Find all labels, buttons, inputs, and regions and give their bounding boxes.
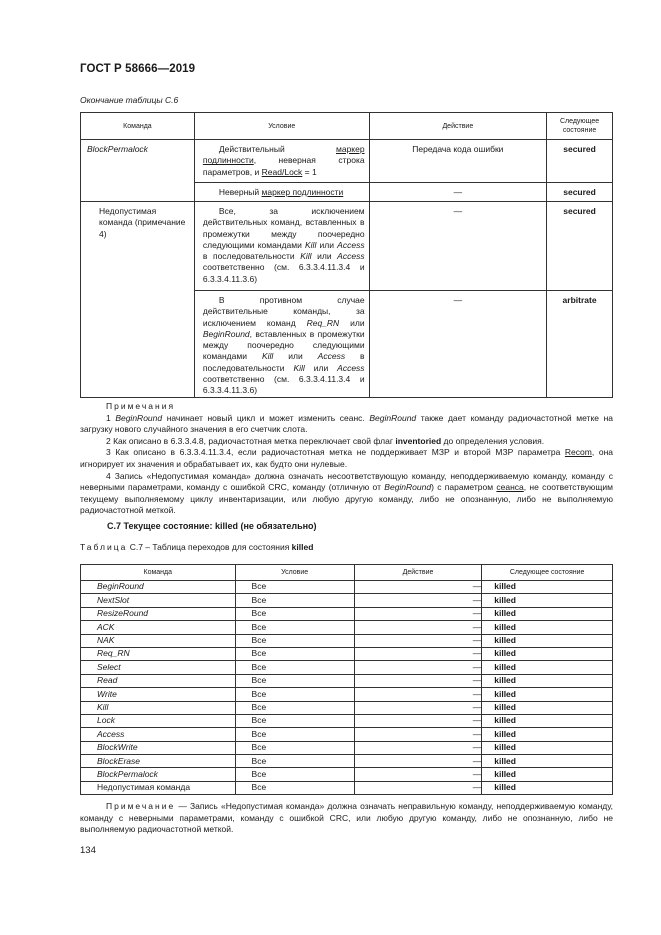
action-cell: — bbox=[354, 701, 482, 714]
next-state-cell: killed bbox=[482, 728, 613, 741]
action-cell: — bbox=[354, 688, 482, 701]
note-2: 2 Как описано в 6.3.3.4.8, радиочастотная метка переключает свой флаг inventoried до определения условия. bbox=[106, 435, 545, 446]
table-row bbox=[81, 688, 613, 701]
next-state-cell: secured bbox=[547, 183, 613, 202]
bottom-note bbox=[80, 801, 613, 836]
table-row bbox=[81, 621, 613, 634]
action-cell: Передача кода ошибки bbox=[369, 140, 547, 183]
next-state-cell: killed bbox=[482, 594, 613, 607]
column-header: Команда bbox=[81, 565, 236, 581]
command-cell: NAK bbox=[81, 634, 236, 647]
table-row bbox=[81, 674, 613, 687]
action-cell: — bbox=[354, 621, 482, 634]
action-cell: — bbox=[369, 202, 547, 291]
next-state-cell: killed bbox=[482, 688, 613, 701]
table-c7 bbox=[80, 564, 613, 795]
next-state-cell: killed bbox=[482, 674, 613, 687]
condition-cell: Все bbox=[235, 781, 354, 794]
table-row bbox=[81, 581, 613, 594]
next-state-cell: killed bbox=[482, 634, 613, 647]
condition-cell: Все bbox=[235, 714, 354, 727]
notes-title: Примечания bbox=[106, 401, 176, 411]
condition-cell: Все bbox=[235, 728, 354, 741]
table-row bbox=[81, 714, 613, 727]
column-header: Условие bbox=[235, 565, 354, 581]
command-cell: BlockPermalock bbox=[81, 768, 236, 781]
next-state-cell: killed bbox=[482, 607, 613, 620]
condition-cell: Все bbox=[235, 647, 354, 660]
action-cell: — bbox=[354, 647, 482, 660]
column-header: Команда bbox=[81, 113, 195, 140]
note-3: 3 Как описано в 6.3.3.4.11.3.4, если радиочастотная метка не поддерживает МЗР и второй МЗР параметра Recom, она игнорирует их значения и обрабатывает их, как будто они нулевые. bbox=[80, 447, 613, 469]
next-state-cell: arbitrate bbox=[547, 291, 613, 398]
action-cell: — bbox=[354, 634, 482, 647]
command-cell: BlockWrite bbox=[81, 741, 236, 754]
command-cell: Недопустимая команда (примечание 4) bbox=[81, 202, 195, 398]
column-header: Следующее состояние bbox=[547, 113, 613, 140]
table-c7-header-row bbox=[81, 565, 613, 581]
column-header: Действие bbox=[369, 113, 547, 140]
command-cell: BeginRound bbox=[81, 581, 236, 594]
command-cell: Req_RN bbox=[81, 647, 236, 660]
table-row bbox=[81, 140, 613, 183]
condition-cell: Все bbox=[235, 621, 354, 634]
next-state-cell: secured bbox=[547, 202, 613, 291]
table-c7-caption: Таблица С.7 – Таблица переходов для состояния killed bbox=[80, 542, 314, 552]
table-row bbox=[81, 755, 613, 768]
condition-cell: Все bbox=[235, 741, 354, 754]
column-header: Условие bbox=[194, 113, 369, 140]
command-cell: Lock bbox=[81, 714, 236, 727]
table-c6-caption: Окончание таблицы С.6 bbox=[80, 95, 179, 105]
command-cell: BlockPermalock bbox=[81, 140, 195, 202]
column-header: Следующее состояние bbox=[482, 565, 613, 581]
note-text: — Запись «Недопустимая команда» должна означать неправильную команду, неподдерживаемую команду, команду с неверными параметрами, команду с ошибкой CRC, или любую другую команду, либо не опознанную, либо не выполняемую радиочастотной меткой. bbox=[80, 801, 613, 835]
command-cell: Read bbox=[81, 674, 236, 687]
action-cell: — bbox=[369, 291, 547, 398]
table-row bbox=[81, 647, 613, 660]
page-number: 134 bbox=[80, 845, 96, 856]
next-state-cell: secured bbox=[547, 140, 613, 183]
condition-cell: Все bbox=[235, 661, 354, 674]
action-cell: — bbox=[354, 728, 482, 741]
action-cell: — bbox=[354, 741, 482, 754]
condition-cell: Все bbox=[235, 581, 354, 594]
condition-cell: Все bbox=[235, 701, 354, 714]
column-header: Действие bbox=[354, 565, 482, 581]
action-cell: — bbox=[369, 183, 547, 202]
action-cell: — bbox=[354, 594, 482, 607]
table-row bbox=[81, 661, 613, 674]
action-cell: — bbox=[354, 768, 482, 781]
note-4: 4 Запись «Недопустимая команда» должна означать несоответствующую команду, неподдерживаемую команду, команду с неверными параметрами, команду с ошибкой CRC, команду (отличную от BeginRound) с параметром сеанса, не соответствующим текущему выполняемому циклу инвентаризации, или любую другую команду, либо не опознанную, либо не выполняемую радиочастотной меткой. bbox=[80, 470, 613, 516]
next-state-cell: killed bbox=[482, 768, 613, 781]
table-row bbox=[81, 634, 613, 647]
table-row bbox=[81, 781, 613, 794]
action-cell: — bbox=[354, 781, 482, 794]
command-cell: NextSlot bbox=[81, 594, 236, 607]
next-state-cell: killed bbox=[482, 621, 613, 634]
table-row bbox=[81, 768, 613, 781]
note-1: 1 BeginRound начинает новый цикл и может изменить сеанс. BeginRound также дает команду радиочастотной метке на загрузку нового случайного значения в его счетчик слота. bbox=[80, 412, 613, 435]
action-cell: — bbox=[354, 714, 482, 727]
command-cell: BlockErase bbox=[81, 755, 236, 768]
next-state-cell: killed bbox=[482, 714, 613, 727]
condition-cell: Действительный маркер подлинности, неверная строка параметров, и Read/Lock = 1 bbox=[194, 140, 369, 183]
condition-cell: Все, за исключением действительных команд, вставленных в промежутки между поочередно следующими командами Kill или Access в последовательности Kill или Access соответственно (см. 6.3.3.4.11.3.4 и 6.3.3.4.11.3.6) bbox=[194, 202, 369, 291]
standard-header: ГОСТ Р 58666—2019 bbox=[80, 63, 196, 75]
action-cell: — bbox=[354, 581, 482, 594]
condition-cell: В противном случае действительные команды, за исключением команд Req_RN или BeginRound, вставленных в промежутки между поочередно следующими командами Kill или Access в последовательности Kill или Access соответственно (см. 6.3.3.4.11.3.4 и 6.3.3.4.11.3.6) bbox=[194, 291, 369, 398]
next-state-cell: killed bbox=[482, 781, 613, 794]
command-cell: Access bbox=[81, 728, 236, 741]
next-state-cell: killed bbox=[482, 581, 613, 594]
command-cell: ACK bbox=[81, 621, 236, 634]
condition-cell: Все bbox=[235, 594, 354, 607]
next-state-cell: killed bbox=[482, 661, 613, 674]
command-cell: Недопустимая команда bbox=[81, 781, 236, 794]
action-cell: — bbox=[354, 674, 482, 687]
section-heading: С.7 Текущее состояние: killed (не обязательно) bbox=[107, 521, 317, 531]
condition-cell: Все bbox=[235, 634, 354, 647]
table-c6-header-row bbox=[81, 113, 613, 140]
action-cell: — bbox=[354, 607, 482, 620]
condition-cell: Все bbox=[235, 607, 354, 620]
command-cell: ResizeRound bbox=[81, 607, 236, 620]
condition-cell: Все bbox=[235, 755, 354, 768]
next-state-cell: killed bbox=[482, 741, 613, 754]
table-row bbox=[81, 594, 613, 607]
table-row bbox=[81, 741, 613, 754]
table-row bbox=[81, 202, 613, 291]
note-label: Примечание bbox=[106, 801, 176, 811]
table-row bbox=[81, 728, 613, 741]
command-cell: Write bbox=[81, 688, 236, 701]
table-row bbox=[81, 701, 613, 714]
command-cell: Kill bbox=[81, 701, 236, 714]
next-state-cell: killed bbox=[482, 647, 613, 660]
command-cell: Select bbox=[81, 661, 236, 674]
action-cell: — bbox=[354, 755, 482, 768]
notes-block bbox=[80, 401, 613, 517]
action-cell: — bbox=[354, 661, 482, 674]
next-state-cell: killed bbox=[482, 701, 613, 714]
condition-cell: Все bbox=[235, 768, 354, 781]
condition-cell: Неверный маркер подлинности bbox=[194, 183, 369, 202]
condition-cell: Все bbox=[235, 674, 354, 687]
next-state-cell: killed bbox=[482, 755, 613, 768]
table-row bbox=[81, 607, 613, 620]
table-c6 bbox=[80, 112, 613, 398]
condition-cell: Все bbox=[235, 688, 354, 701]
